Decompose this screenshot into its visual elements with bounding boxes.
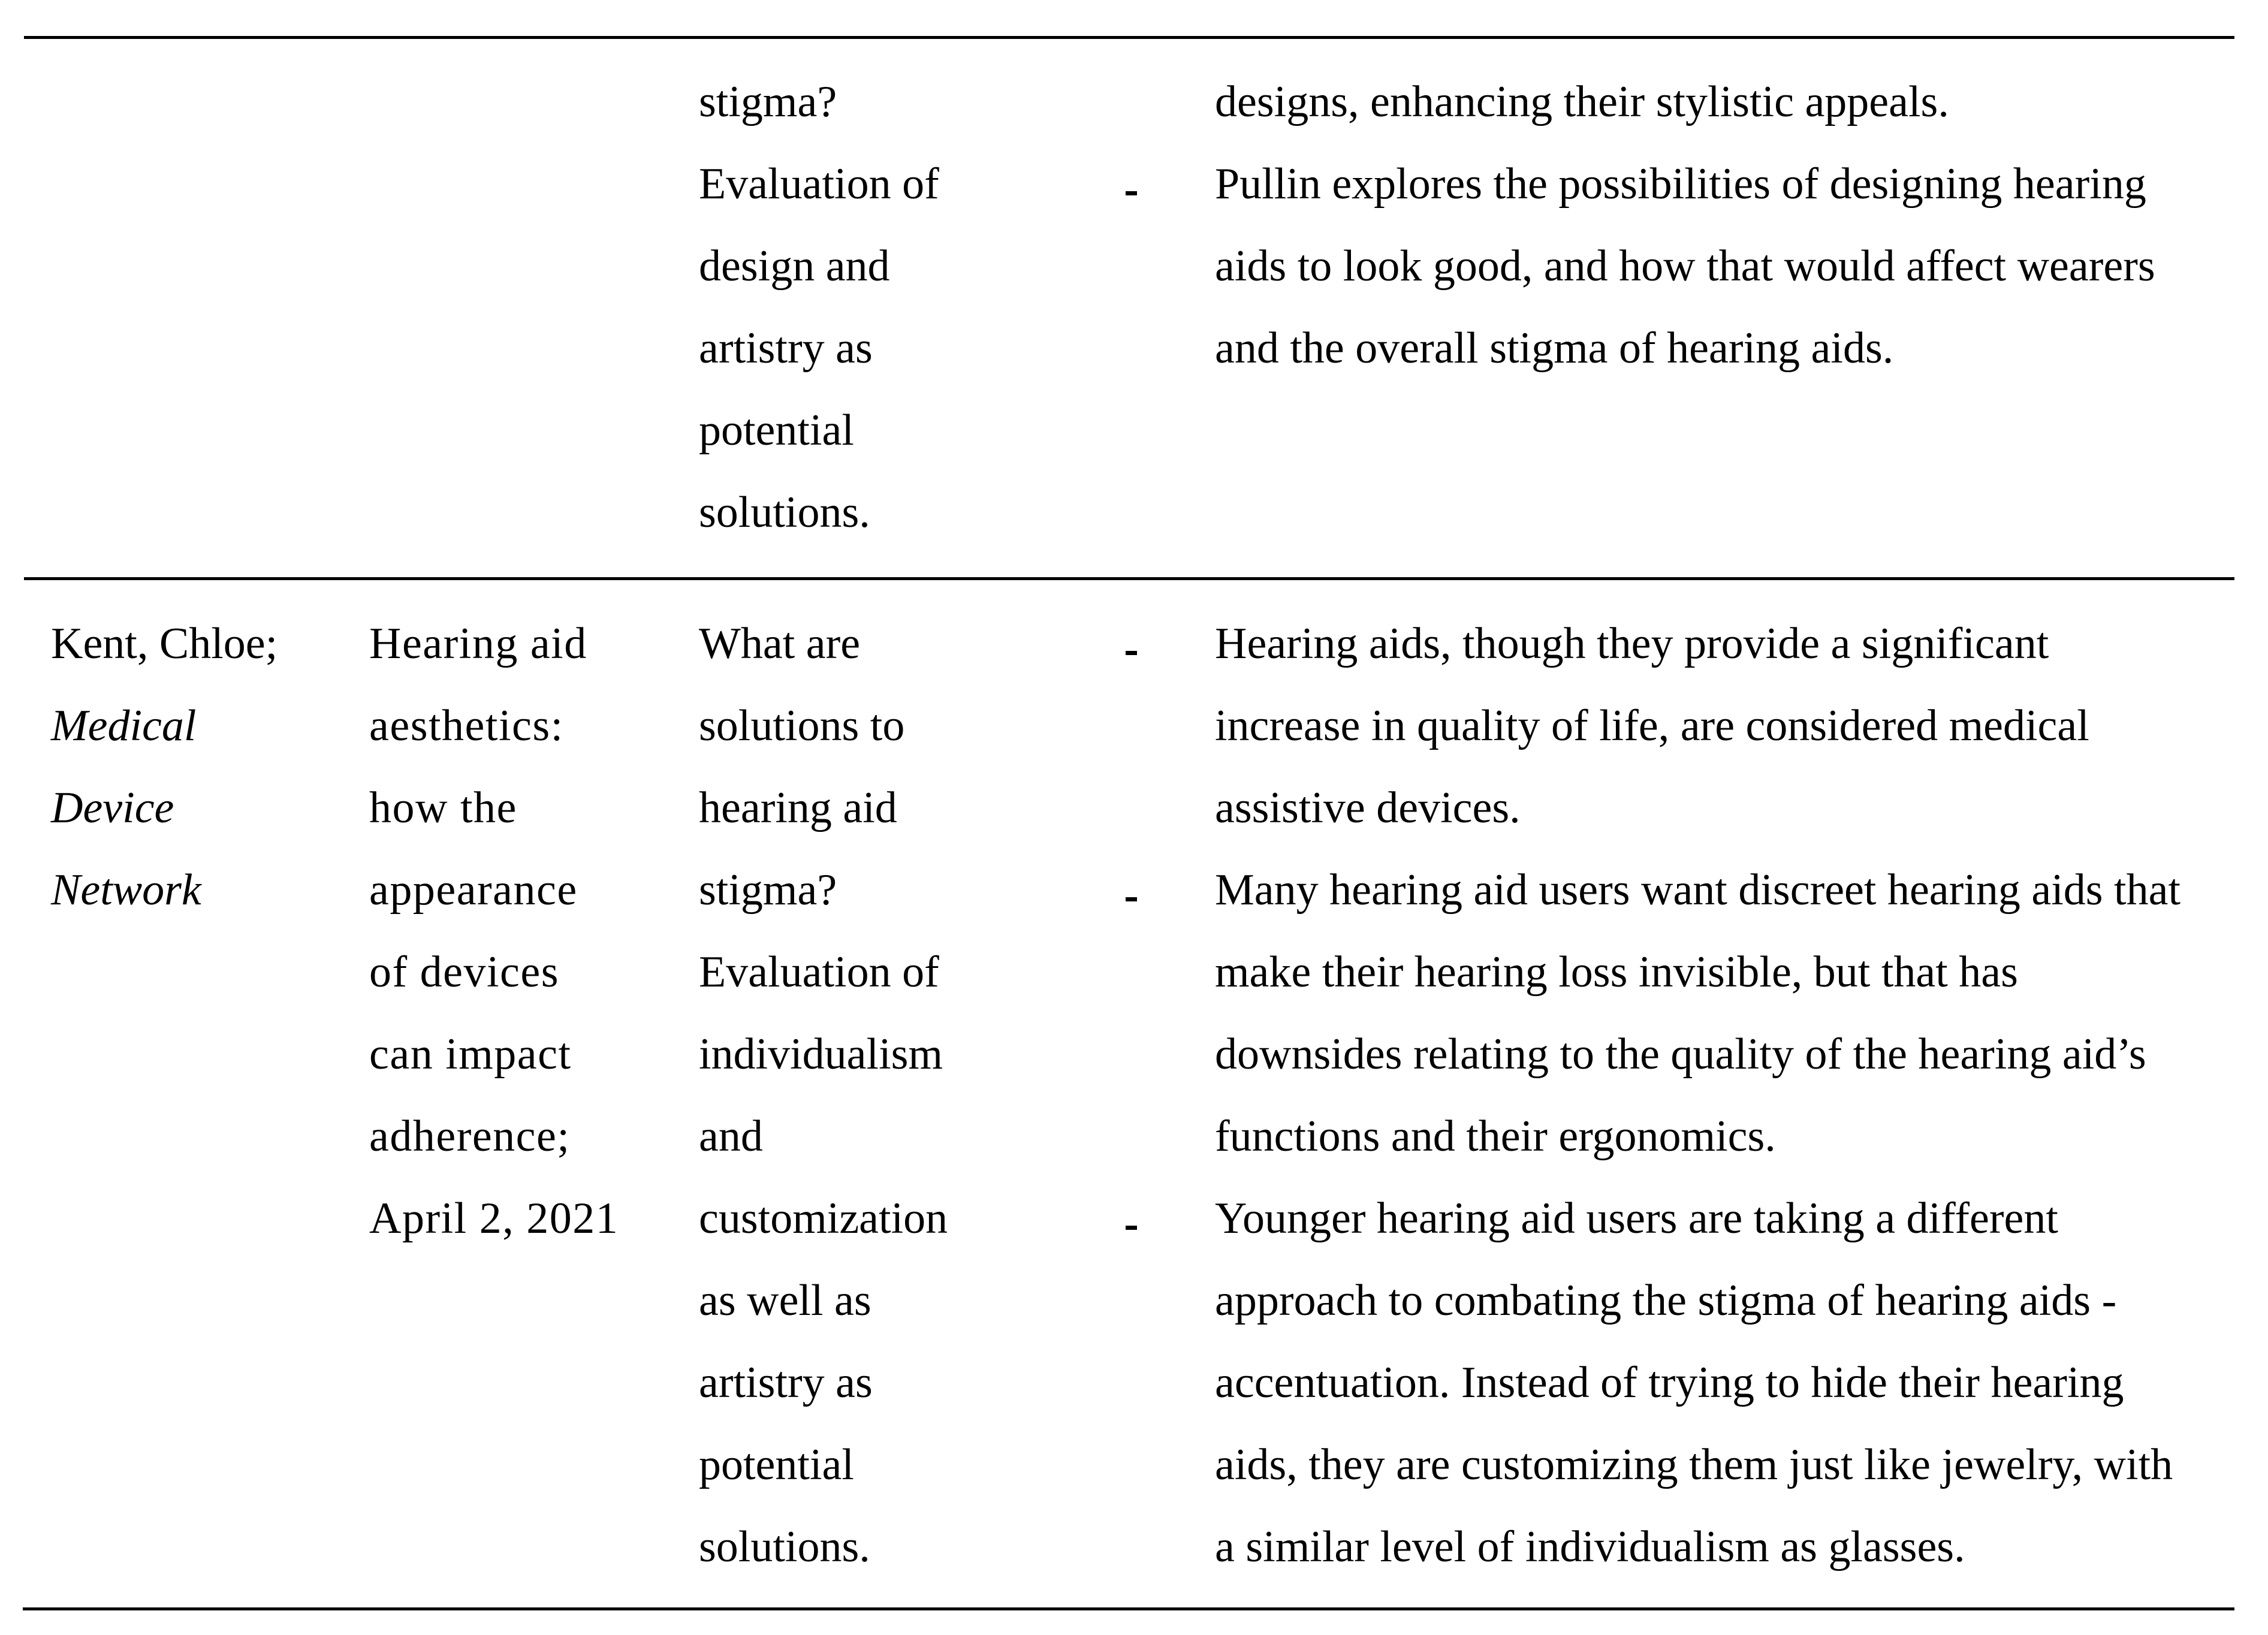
- question-line: Evaluation of: [699, 159, 939, 209]
- source-line: Device: [51, 783, 174, 832]
- finding-line: Many hearing aid users want discreet hearing aids that: [1215, 865, 2181, 915]
- question-line: artistry as: [699, 324, 873, 373]
- title-line: of devices: [369, 948, 560, 997]
- question-line: customization: [699, 1194, 948, 1243]
- title-date: April 2, 2021: [369, 1194, 619, 1243]
- finding-line: aids to look good, and how that would affect wearers: [1215, 242, 2155, 291]
- finding-line: make their hearing loss invisible, but that has: [1215, 948, 2018, 997]
- question-line: design and: [699, 242, 890, 291]
- finding-line: functions and their ergonomics.: [1215, 1112, 1776, 1161]
- finding-line: downsides relating to the quality of the hearing aid’s: [1215, 1030, 2146, 1079]
- finding-line: aids, they are customizing them just like jewelry, with: [1215, 1440, 2173, 1489]
- question-cell: [699, 603, 948, 1588]
- table-top-rule: [24, 36, 2234, 39]
- source-line: Medical: [51, 701, 197, 750]
- title-line: adherence;: [369, 1112, 571, 1161]
- title-line: can impact: [369, 1030, 572, 1079]
- title-line: Hearing aid: [369, 619, 587, 668]
- question-line: stigma?: [699, 77, 837, 126]
- source-line: Network: [51, 865, 201, 915]
- bullet-dash: [1126, 191, 1137, 195]
- question-line: Evaluation of: [699, 948, 939, 997]
- bullet-dash: [1126, 897, 1137, 901]
- finding-line: accentuation. Instead of trying to hide their hearing: [1215, 1358, 2124, 1407]
- question-line: What are: [699, 619, 861, 668]
- continued-question-cell: [699, 61, 939, 554]
- question-line: solutions.: [699, 1522, 870, 1571]
- finding-line: approach to combating the stigma of hearing aids -: [1215, 1276, 2117, 1325]
- bullet-dash: [1126, 1226, 1137, 1230]
- finding-line: designs, enhancing their stylistic appeals.: [1215, 77, 1949, 126]
- finding-line: assistive devices.: [1215, 783, 1521, 832]
- row-divider-rule: [24, 577, 2234, 580]
- question-line: potential: [699, 1440, 854, 1489]
- finding-line: Hearing aids, though they provide a significant: [1215, 619, 2049, 668]
- findings-cell: [1215, 603, 2180, 1588]
- bullet-dash: [1126, 651, 1137, 655]
- continued-findings-cell: [1215, 61, 2155, 390]
- author-cell: [51, 603, 278, 931]
- question-line: as well as: [699, 1276, 871, 1325]
- question-line: artistry as: [699, 1358, 873, 1407]
- question-line: and: [699, 1112, 763, 1161]
- author-name: Kent, Chloe;: [51, 619, 278, 668]
- title-line: appearance: [369, 865, 578, 915]
- finding-line: and the overall stigma of hearing aids.: [1215, 324, 1894, 373]
- question-line: solutions to: [699, 701, 905, 750]
- finding-line: Pullin explores the possibilities of designing hearing: [1215, 159, 2146, 209]
- question-line: individualism: [699, 1030, 943, 1079]
- question-line: solutions.: [699, 488, 870, 537]
- finding-line: a similar level of individualism as glasses.: [1215, 1522, 1965, 1571]
- title-cell: [369, 603, 619, 1260]
- title-line: how the: [369, 783, 517, 832]
- table-bottom-rule: [23, 1607, 2234, 1610]
- finding-line: Younger hearing aid users are taking a different: [1215, 1194, 2058, 1243]
- title-line: aesthetics:: [369, 701, 564, 750]
- question-line: hearing aid: [699, 783, 897, 832]
- finding-line: increase in quality of life, are considered medical: [1215, 701, 2089, 750]
- question-line: potential: [699, 406, 854, 455]
- question-line: stigma?: [699, 865, 837, 915]
